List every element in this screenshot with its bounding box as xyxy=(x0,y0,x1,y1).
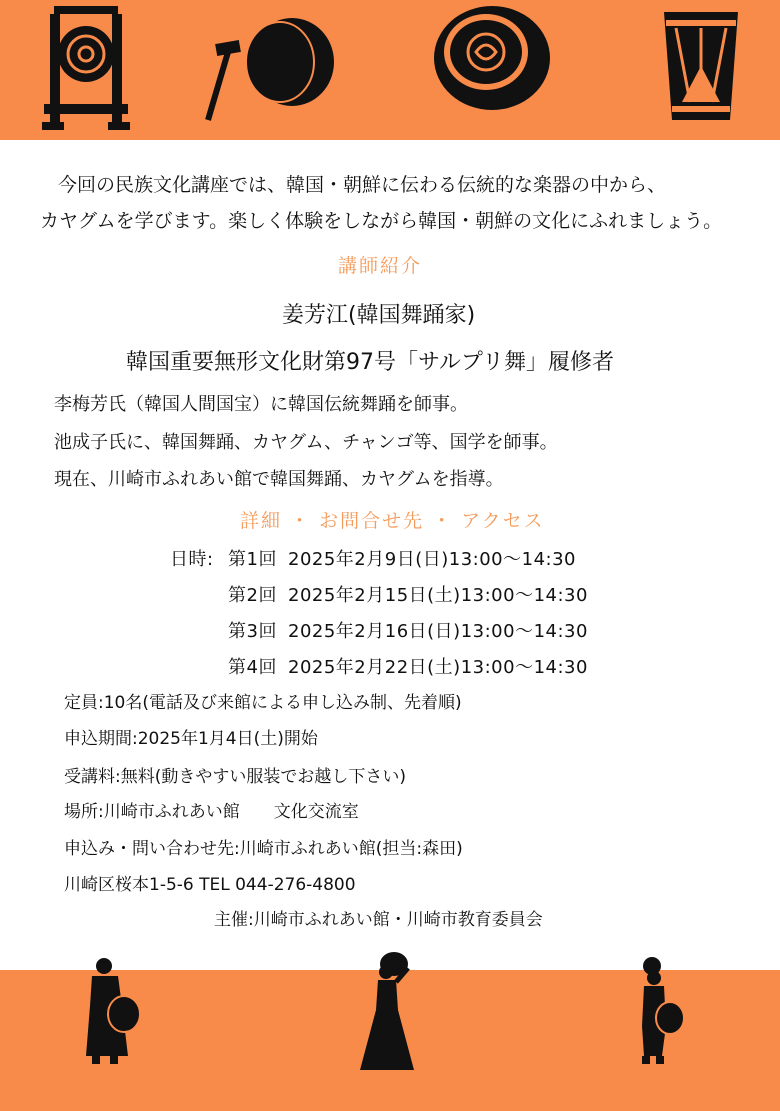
drummer-figure-2-icon xyxy=(632,956,692,1066)
application-period: 申込期間:2025年1月4日(土)開始 xyxy=(64,729,318,749)
instructor-bio-3: 現在、川崎市ふれあい館で韓国舞踊、カヤグムを指導。 xyxy=(54,469,504,490)
instructor-bio-2: 池成子氏に、韓国舞踊、カヤグム、チャンゴ等、国学を師事。 xyxy=(54,432,558,453)
contact: 申込み・問い合わせ先:川崎市ふれあい館(担当:森田) xyxy=(64,839,463,859)
instructor-bio-1: 李梅芳氏（韓国人間国宝）に韓国伝統舞踊を師事。 xyxy=(54,394,468,415)
address: 川崎区桜本1-5-6 TEL 044-276-4800 xyxy=(64,875,356,895)
details-heading: 詳細 ・ お問合せ先 ・ アクセス xyxy=(240,510,545,532)
drum-barrel-icon xyxy=(660,6,742,126)
instructor-title: 韓国重要無形文化財第97号「サルプリ舞」履修者 xyxy=(126,350,615,375)
schedule-session-4: 第4回 xyxy=(228,657,277,678)
schedule-date-2: 2025年2月15日(土)13:00～14:30 xyxy=(288,585,588,606)
mallet-and-drum-icon xyxy=(198,14,338,124)
schedule-date-4: 2025年2月22日(土)13:00～14:30 xyxy=(288,657,588,678)
fee: 受講料:無料(動きやすい服装でお越し下さい) xyxy=(64,767,406,787)
schedule-date-1: 2025年2月9日(日)13:00～14:30 xyxy=(288,549,577,570)
buk-stand-drum-icon xyxy=(40,4,132,132)
schedule-date-3: 2025年2月16日(日)13:00～14:30 xyxy=(288,621,588,642)
instructor-name: 姜芳江(韓国舞踊家) xyxy=(282,303,476,328)
frame-drum-icon xyxy=(430,2,552,114)
bottom-banner xyxy=(0,970,780,1111)
venue: 場所:川崎市ふれあい館 文化交流室 xyxy=(64,802,359,822)
schedule-session-2: 第2回 xyxy=(228,585,277,606)
intro-line-1: 今回の民族文化講座では、韓国・朝鮮に伝わる伝統的な楽器の中から、 xyxy=(58,174,667,196)
intro-line-2: カヤグムを学びます。楽しく体験をしながら韓国・朝鮮の文化にふれましょう。 xyxy=(40,210,723,232)
top-banner xyxy=(0,0,780,140)
capacity: 定員:10名(電話及び来館による申し込み制、先着順) xyxy=(64,693,462,713)
dancer-figure-icon xyxy=(356,950,422,1074)
organizer: 主催:川崎市ふれあい館・川崎市教育委員会 xyxy=(214,910,543,930)
drummer-figure-icon xyxy=(78,956,144,1066)
schedule-session-1: 第1回 xyxy=(228,549,277,570)
schedule-label: 日時: xyxy=(170,549,214,570)
schedule-session-3: 第3回 xyxy=(228,621,277,642)
instructor-heading: 講師紹介 xyxy=(338,255,423,277)
